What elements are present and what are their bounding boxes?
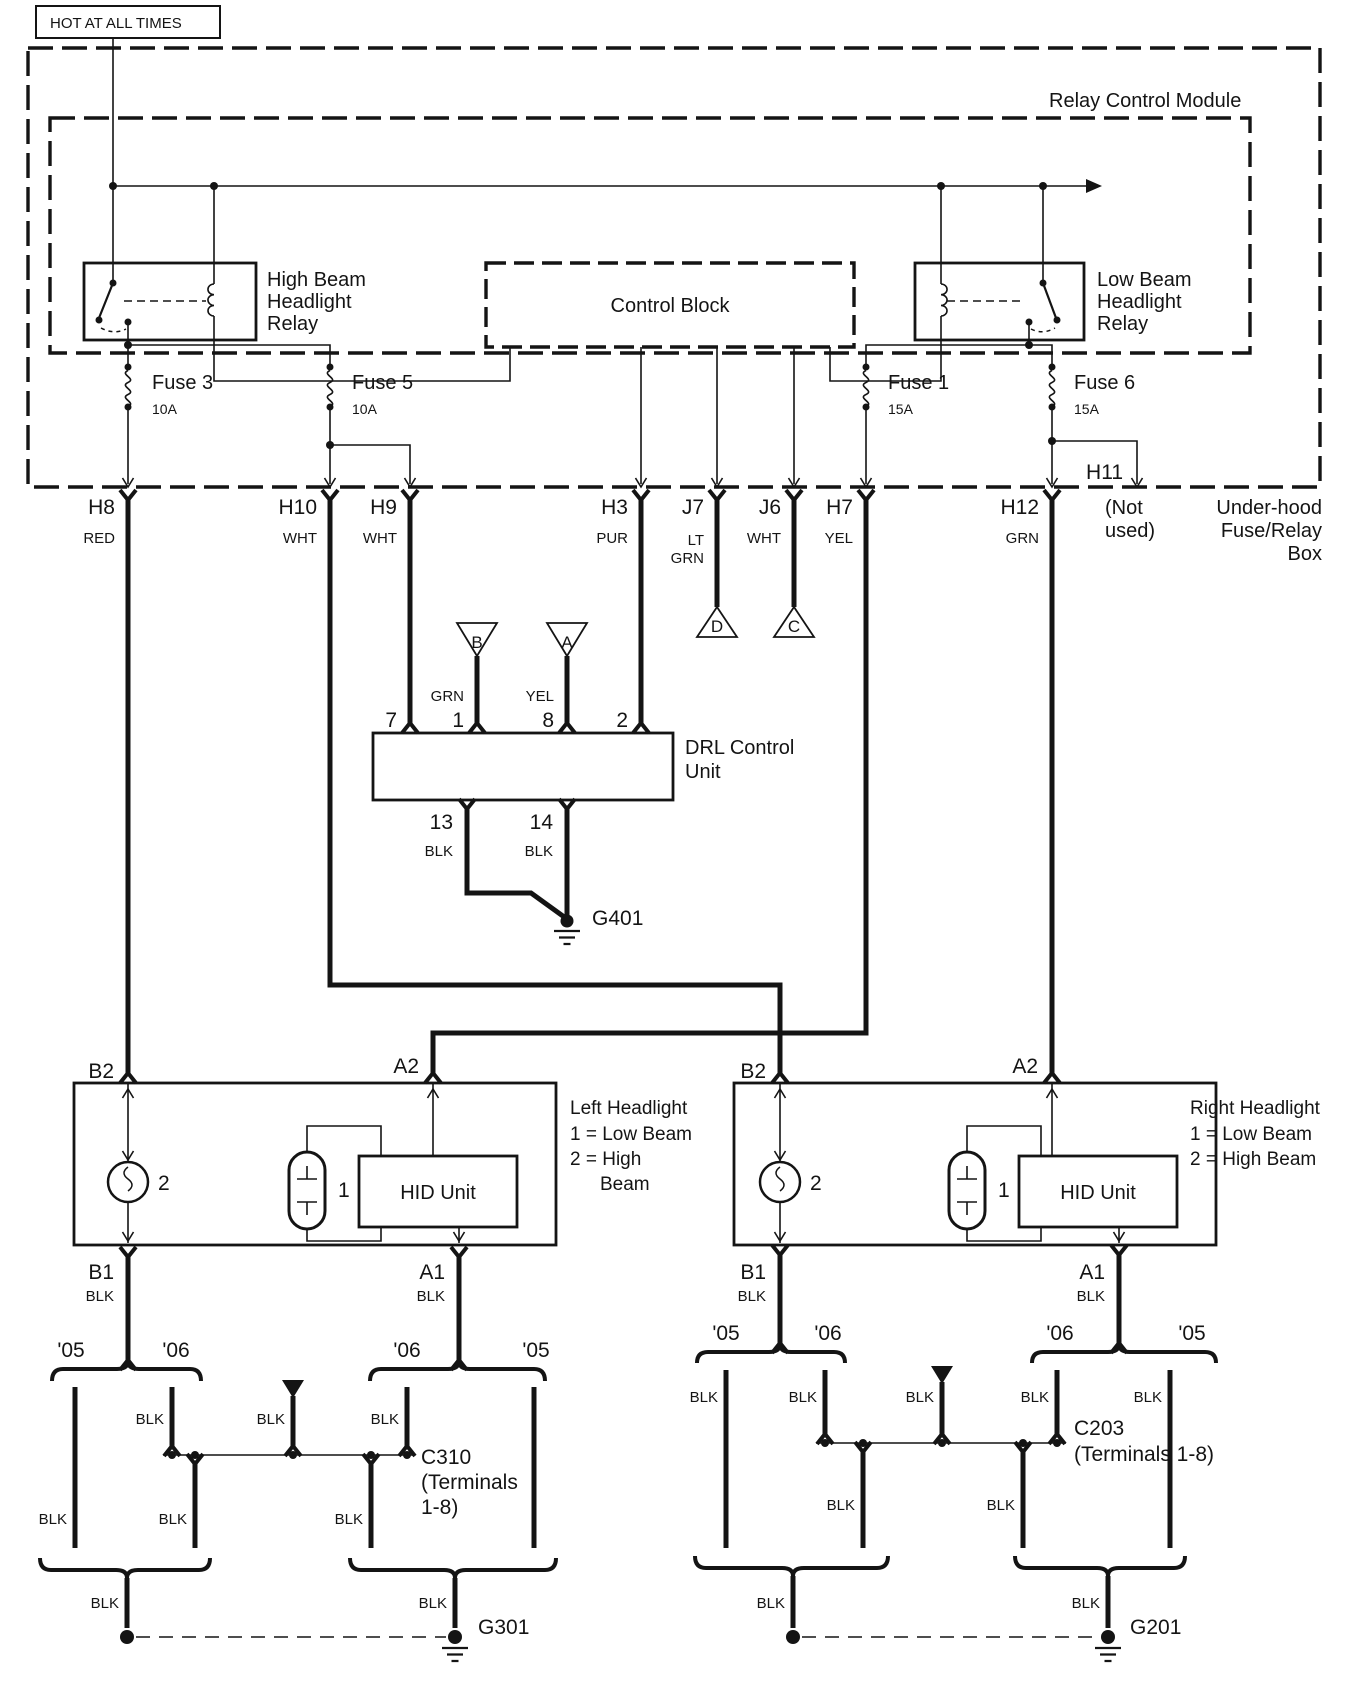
- right-headlight-a1-label: A1: [1079, 1261, 1105, 1284]
- splice-arrow-right: [931, 1366, 953, 1384]
- merge-bracket-right2: [1015, 1556, 1185, 1576]
- high-beam-relay-label-line3: Relay: [267, 313, 319, 335]
- wire-color-blk: BLK: [1020, 1389, 1049, 1406]
- left-headlight-box: [74, 1083, 556, 1245]
- wire-color-blk: BLK: [158, 1511, 187, 1528]
- connector-c203-label2: (Terminals 1-8): [1074, 1443, 1215, 1466]
- hid-bulb-left: [289, 1152, 325, 1229]
- splice-arrow-left: [282, 1380, 304, 1398]
- left-headlight-b2-label: B2: [88, 1060, 114, 1083]
- left-headlight-b1-label: B1: [88, 1261, 114, 1284]
- right-headlight: [734, 1055, 1321, 1353]
- main-harness-wires: [120, 490, 1060, 1083]
- wire-color-blk: BLK: [756, 1595, 785, 1612]
- wire-color-h12: GRN: [1005, 530, 1039, 547]
- power-rail: [109, 179, 1102, 283]
- fuse-1-symbol: [863, 364, 870, 411]
- low-beam-headlight-relay: [915, 263, 1192, 340]
- wire-color-pin8: YEL: [525, 688, 554, 705]
- high-beam-relay-coil: [208, 284, 214, 316]
- drl-label-line2: Unit: [685, 761, 721, 783]
- high-beam-bulb-left: [108, 1162, 148, 1202]
- fuse-3-symbol: [125, 364, 132, 411]
- fuse-1-rating: 15A: [888, 401, 913, 417]
- wire-color-b1-right: BLK: [737, 1288, 766, 1305]
- year-06-left2: '06: [393, 1339, 421, 1362]
- wire-color-pin14: BLK: [524, 843, 553, 860]
- drl-pin1-label: 1: [452, 709, 464, 732]
- wire-color-blk: BLK: [905, 1389, 934, 1406]
- splice-bracket-b1-left: [52, 1361, 201, 1381]
- pin-label-j6: J6: [758, 496, 781, 519]
- connector-c310-label2: (Terminals: [421, 1471, 518, 1494]
- pin-label-j7: J7: [681, 496, 704, 519]
- wire-color-blk: BLK: [689, 1389, 718, 1406]
- high-beam-headlight-relay: [84, 263, 366, 340]
- wire-color-j7-line1: LT: [687, 532, 704, 549]
- left-ground-network: [39, 1339, 556, 1661]
- wire-color-blk: BLK: [1133, 1389, 1162, 1406]
- wire-color-a1-left: BLK: [416, 1288, 445, 1305]
- drl-pin14-label: 14: [529, 811, 553, 834]
- wire-color-blk: BLK: [370, 1411, 399, 1428]
- left-headlight-legend2: 2 = High: [570, 1149, 642, 1170]
- wire-color-h8: RED: [83, 530, 115, 547]
- wire-color-h10: WHT: [282, 530, 317, 547]
- pin-label-h11: H11: [1086, 461, 1123, 484]
- hid-unit-right-label: HID Unit: [1060, 1182, 1136, 1204]
- wire-color-blk: BLK: [256, 1411, 285, 1428]
- pin-label-h9: H9: [370, 496, 397, 519]
- connector-b-label: B: [471, 633, 483, 652]
- connector-c310-label3: 1-8): [421, 1496, 459, 1519]
- right-ground-network: [690, 1322, 1216, 1661]
- right-headlight-legend1: 1 = Low Beam: [1190, 1124, 1312, 1145]
- pin-label-h3: H3: [601, 496, 628, 519]
- left-bulb-1-label: 1: [338, 1179, 350, 1202]
- wire-color-h7: YEL: [824, 530, 853, 547]
- pin-label-h10: H10: [278, 496, 317, 519]
- left-headlight-legend1: 1 = Low Beam: [570, 1124, 692, 1145]
- splice-bracket-b1-right: [697, 1344, 845, 1363]
- fuse-3-label: Fuse 3: [152, 372, 214, 394]
- wire-color-pin13: BLK: [424, 843, 453, 860]
- fuse-box-label-line2: Fuse/Relay: [1220, 520, 1322, 542]
- low-beam-relay-label-line3: Relay: [1097, 313, 1149, 335]
- drl-pin2-label: 2: [616, 709, 628, 732]
- relay-control-module-title: Relay Control Module: [1049, 90, 1242, 112]
- connector-pin-row: [83, 461, 1155, 567]
- high-beam-relay-label-line1: High Beam: [267, 269, 366, 291]
- right-headlight-b2-label: B2: [740, 1060, 766, 1083]
- merge-bracket-left2: [350, 1558, 556, 1578]
- right-headlight-box: [734, 1083, 1216, 1245]
- wire-color-j7-line2: GRN: [670, 550, 704, 567]
- ground-g301-label: G301: [478, 1616, 530, 1639]
- ground-symbol-g301: [442, 1648, 468, 1661]
- left-headlight-legend3: Beam: [600, 1174, 650, 1195]
- control-block-label: Control Block: [610, 295, 730, 317]
- fuse-1-label: Fuse 1: [888, 372, 950, 394]
- wire-color-blk: BLK: [788, 1389, 817, 1406]
- connector-c203-label: C203: [1074, 1417, 1125, 1440]
- hot-at-all-times-label: HOT AT ALL TIMES: [50, 15, 182, 32]
- low-beam-fuse-feed-wire: [866, 345, 1052, 367]
- low-beam-relay-label-line2: Headlight: [1097, 291, 1182, 313]
- ground-g401-label: G401: [592, 907, 644, 930]
- fuse-box-label-line1: Under-hood: [1216, 497, 1322, 519]
- fuse-6-label: Fuse 6: [1074, 372, 1136, 394]
- right-headlight-a2-label: A2: [1012, 1055, 1038, 1078]
- high-beam-relay-label-line2: Headlight: [267, 291, 352, 313]
- wire-color-blk: BLK: [826, 1497, 855, 1514]
- year-06-right1: '06: [814, 1322, 842, 1345]
- drl-control-unit: [373, 709, 794, 944]
- fuse-5-symbol: [327, 364, 334, 411]
- ground-g201-label: G201: [1130, 1616, 1182, 1639]
- wire-color-pin1: GRN: [430, 688, 464, 705]
- wire-color-h9: WHT: [362, 530, 397, 547]
- fuse5-feed-wire: [128, 345, 330, 367]
- high-beam-bulb-right: [760, 1162, 800, 1202]
- left-bulb-2-label: 2: [158, 1172, 170, 1195]
- right-headlight-legend2: 2 = High Beam: [1190, 1149, 1317, 1170]
- connector-a-label: A: [561, 633, 573, 652]
- pin-label-h12: H12: [1000, 496, 1039, 519]
- drl-pin8-label: 8: [542, 709, 554, 732]
- wire-color-h3: PUR: [596, 530, 628, 547]
- fuse-6-rating: 15A: [1074, 401, 1099, 417]
- pin-h11-note-line1: (Not: [1105, 497, 1143, 519]
- wire-color-blk: BLK: [418, 1595, 447, 1612]
- drl-control-unit-box: [373, 733, 673, 800]
- right-bulb-2-label: 2: [810, 1172, 822, 1195]
- low-beam-relay-label-line1: Low Beam: [1097, 269, 1192, 291]
- wire-color-blk: BLK: [38, 1511, 67, 1528]
- left-headlight-a1-label: A1: [419, 1261, 445, 1284]
- hid-unit-left-label: HID Unit: [400, 1182, 476, 1204]
- wire-color-blk: BLK: [135, 1411, 164, 1428]
- merge-bracket-right1: [695, 1556, 888, 1576]
- year-06-left1: '06: [162, 1339, 190, 1362]
- wire-color-a1-right: BLK: [1076, 1288, 1105, 1305]
- left-headlight-title: Left Headlight: [570, 1098, 688, 1119]
- high-beam-relay-switch-arm: [99, 283, 113, 318]
- year-05-right2: '05: [1178, 1322, 1206, 1345]
- drl-pin7-label: 7: [385, 709, 397, 732]
- relay-control-module-box: [50, 118, 1250, 353]
- fuse-box-label-line3: Box: [1287, 543, 1322, 565]
- fuse-6-symbol: [1049, 364, 1056, 411]
- connector-c-label: C: [787, 617, 801, 636]
- hid-bulb-right: [949, 1152, 985, 1229]
- pin-h11-note-line2: used): [1105, 520, 1156, 542]
- wire-h7-yel: [430, 500, 866, 1074]
- low-beam-relay-switch-arm: [1043, 283, 1056, 318]
- power-rail-arrow: [1086, 179, 1102, 193]
- under-hood-fuse-relay-box: [28, 48, 1320, 487]
- wire-color-b1-left: BLK: [85, 1288, 114, 1305]
- fuse-box-label: [1216, 497, 1322, 565]
- fuse-5-label: Fuse 5: [352, 372, 414, 394]
- right-bulb-1-label: 1: [998, 1179, 1010, 1202]
- fuse-3-rating: 10A: [152, 401, 177, 417]
- drl-pin13-label: 13: [429, 811, 453, 834]
- year-06-right2: '06: [1046, 1322, 1074, 1345]
- right-headlight-title: Right Headlight: [1190, 1098, 1320, 1119]
- wire-color-blk: BLK: [986, 1497, 1015, 1514]
- drl-label-line1: DRL Control: [685, 737, 795, 759]
- low-beam-relay-coil: [941, 284, 947, 316]
- year-05-left1: '05: [57, 1339, 85, 1362]
- left-headlight-a2-label: A2: [393, 1055, 419, 1078]
- merge-bracket-left1: [40, 1558, 210, 1578]
- wire-h10-wht: [330, 500, 780, 1074]
- fuse-5-rating: 10A: [352, 401, 377, 417]
- wire-color-blk: BLK: [90, 1595, 119, 1612]
- pin-label-h7: H7: [826, 496, 853, 519]
- year-05-left2: '05: [522, 1339, 550, 1362]
- year-05-right1: '05: [712, 1322, 740, 1345]
- right-headlight-b1-label: B1: [740, 1261, 766, 1284]
- ground-symbol-g201: [1095, 1648, 1121, 1661]
- connector-d-label: D: [710, 617, 724, 636]
- wire-color-blk: BLK: [334, 1511, 363, 1528]
- h9-branch-wire: [330, 445, 410, 484]
- wire-color-j6: WHT: [746, 530, 781, 547]
- pin-label-h8: H8: [88, 496, 115, 519]
- left-headlight: [74, 1055, 692, 1370]
- connector-c310-label: C310: [421, 1446, 472, 1469]
- wire-color-blk: BLK: [1071, 1595, 1100, 1612]
- splice-bracket-a1-left: [370, 1361, 545, 1381]
